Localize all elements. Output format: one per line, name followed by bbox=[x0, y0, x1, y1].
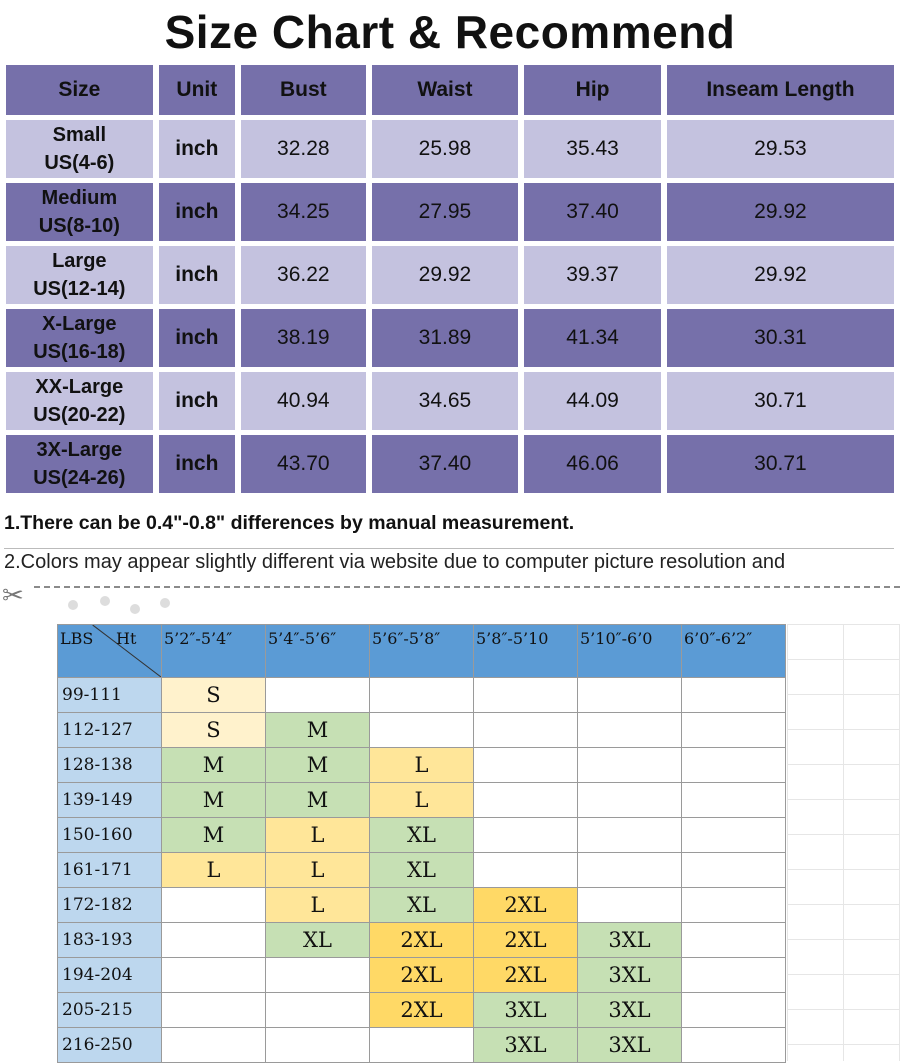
bust-cell: 43.70 bbox=[241, 435, 366, 493]
size-cell bbox=[6, 120, 153, 178]
recommended-size-cell: M bbox=[162, 818, 266, 853]
hip-cell: 41.34 bbox=[524, 309, 661, 367]
recommended-size-cell: 3XL bbox=[578, 923, 682, 958]
unit-cell: inch bbox=[159, 120, 235, 178]
height-header-row bbox=[58, 625, 786, 678]
recommended-size-cell: 2XL bbox=[474, 923, 578, 958]
recommended-size-cell bbox=[578, 678, 682, 713]
weight-row bbox=[58, 713, 786, 748]
header-waist: Waist bbox=[372, 65, 519, 115]
weight-range-cell: 172-182 bbox=[58, 888, 162, 923]
recommended-size-cell: XL bbox=[370, 818, 474, 853]
recommended-size-cell: 2XL bbox=[370, 923, 474, 958]
bust-cell: 36.22 bbox=[241, 246, 366, 304]
recommended-size-cell: M bbox=[266, 748, 370, 783]
recommended-size-cell bbox=[266, 1028, 370, 1063]
hip-cell: 46.06 bbox=[524, 435, 661, 493]
weight-row bbox=[58, 678, 786, 713]
size-cell bbox=[6, 309, 153, 367]
recommended-size-cell bbox=[578, 818, 682, 853]
size-chart-table bbox=[0, 60, 900, 498]
recommended-size-cell: S bbox=[162, 678, 266, 713]
weight-height-table bbox=[57, 624, 786, 1063]
page-title: Size Chart & Recommend bbox=[164, 6, 736, 58]
recommended-size-cell bbox=[370, 713, 474, 748]
weight-range-cell: 216-250 bbox=[58, 1028, 162, 1063]
scissors-icon: ✂ bbox=[2, 580, 24, 610]
bust-cell: 40.94 bbox=[241, 372, 366, 430]
recommended-size-cell bbox=[682, 853, 786, 888]
weight-row bbox=[58, 783, 786, 818]
weight-range-cell: 183-193 bbox=[58, 923, 162, 958]
weight-row bbox=[58, 993, 786, 1028]
recommended-size-cell: 3XL bbox=[578, 1028, 682, 1063]
recommended-size-cell bbox=[682, 1028, 786, 1063]
recommended-size-cell: 2XL bbox=[474, 958, 578, 993]
recommended-size-cell bbox=[162, 888, 266, 923]
size-us: US(20-22) bbox=[33, 404, 126, 426]
size-chart-row bbox=[6, 246, 894, 304]
size-name: Medium bbox=[41, 187, 118, 209]
weight-range-cell: 150-160 bbox=[58, 818, 162, 853]
weight-range-cell: 194-204 bbox=[58, 958, 162, 993]
size-cell bbox=[6, 372, 153, 430]
recommended-size-cell bbox=[578, 713, 682, 748]
size-us: US(8-10) bbox=[38, 215, 120, 237]
unit-cell: inch bbox=[159, 183, 235, 241]
weight-range-cell: 99-111 bbox=[58, 678, 162, 713]
weight-row bbox=[58, 1028, 786, 1063]
recommended-size-cell: L bbox=[370, 748, 474, 783]
size-us: US(16-18) bbox=[33, 341, 126, 363]
recommended-size-cell: 2XL bbox=[370, 958, 474, 993]
height-header: 5’8″-5’10 bbox=[474, 625, 578, 678]
hip-cell: 37.40 bbox=[524, 183, 661, 241]
weight-range-cell: 128-138 bbox=[58, 748, 162, 783]
recommended-size-cell bbox=[682, 783, 786, 818]
recommended-size-cell bbox=[682, 993, 786, 1028]
recommended-size-cell bbox=[474, 783, 578, 818]
size-cell bbox=[6, 435, 153, 493]
header-hip: Hip bbox=[524, 65, 661, 115]
recommended-size-cell: M bbox=[162, 748, 266, 783]
inseam-cell: 29.92 bbox=[667, 246, 894, 304]
size-chart-row bbox=[6, 435, 894, 493]
unit-cell: inch bbox=[159, 309, 235, 367]
corner-ht-label: Ht bbox=[116, 629, 137, 648]
weight-row bbox=[58, 923, 786, 958]
recommended-size-cell: L bbox=[266, 818, 370, 853]
cut-line-divider bbox=[0, 580, 900, 620]
height-header: 5’6″-5’8″ bbox=[370, 625, 474, 678]
height-header: 5’2″-5’4″ bbox=[162, 625, 266, 678]
weight-row bbox=[58, 958, 786, 993]
recommended-size-cell: M bbox=[266, 783, 370, 818]
recommended-size-cell: 3XL bbox=[474, 1028, 578, 1063]
recommended-size-cell bbox=[266, 958, 370, 993]
recommended-size-cell: XL bbox=[370, 888, 474, 923]
waist-cell: 29.92 bbox=[372, 246, 519, 304]
waist-cell: 34.65 bbox=[372, 372, 519, 430]
size-name: 3X-Large bbox=[36, 439, 123, 461]
waist-cell: 25.98 bbox=[372, 120, 519, 178]
recommended-size-cell bbox=[162, 958, 266, 993]
recommended-size-cell: S bbox=[162, 713, 266, 748]
recommended-size-cell bbox=[578, 748, 682, 783]
recommended-size-cell bbox=[578, 783, 682, 818]
weight-range-cell: 205-215 bbox=[58, 993, 162, 1028]
size-name: Small bbox=[52, 124, 107, 146]
header-size: Size bbox=[6, 65, 153, 115]
header-inseam: Inseam Length bbox=[667, 65, 894, 115]
waist-cell: 27.95 bbox=[372, 183, 519, 241]
recommended-size-cell bbox=[162, 993, 266, 1028]
recommended-size-cell bbox=[682, 923, 786, 958]
inseam-cell: 30.71 bbox=[667, 435, 894, 493]
decorative-dots bbox=[60, 596, 200, 620]
inseam-cell: 29.53 bbox=[667, 120, 894, 178]
recommended-size-cell bbox=[682, 818, 786, 853]
size-us: US(12-14) bbox=[33, 278, 126, 300]
weight-range-cell: 161-171 bbox=[58, 853, 162, 888]
bust-cell: 34.25 bbox=[241, 183, 366, 241]
dashed-line bbox=[34, 586, 900, 588]
recommended-size-cell bbox=[162, 1028, 266, 1063]
recommended-size-cell bbox=[682, 678, 786, 713]
hip-cell: 35.43 bbox=[524, 120, 661, 178]
recommended-size-cell bbox=[370, 678, 474, 713]
corner-lbs-label: LBS bbox=[60, 629, 94, 648]
weight-row bbox=[58, 853, 786, 888]
note-measurement: 1.There can be 0.4"-0.8" differences by manual measurement. bbox=[4, 512, 575, 534]
recommended-size-cell bbox=[578, 853, 682, 888]
corner-cell bbox=[58, 625, 162, 678]
recommended-size-cell bbox=[578, 888, 682, 923]
size-cell bbox=[6, 246, 153, 304]
recommended-size-cell bbox=[474, 678, 578, 713]
bust-cell: 38.19 bbox=[241, 309, 366, 367]
recommended-size-cell bbox=[266, 678, 370, 713]
note-colors: 2.Colors may appear slightly different via website due to computer picture resolution and bbox=[4, 548, 894, 574]
recommended-size-cell bbox=[370, 1028, 474, 1063]
recommended-size-cell bbox=[474, 748, 578, 783]
height-header: 5’10″-6’0 bbox=[578, 625, 682, 678]
inseam-cell: 30.31 bbox=[667, 309, 894, 367]
unit-cell: inch bbox=[159, 246, 235, 304]
size-us: US(4-6) bbox=[44, 152, 115, 174]
recommended-size-cell bbox=[266, 993, 370, 1028]
weight-row bbox=[58, 748, 786, 783]
bust-cell: 32.28 bbox=[241, 120, 366, 178]
weight-range-cell: 139-149 bbox=[58, 783, 162, 818]
recommended-size-cell: 3XL bbox=[578, 958, 682, 993]
inseam-cell: 29.92 bbox=[667, 183, 894, 241]
recommended-size-cell bbox=[474, 853, 578, 888]
size-chart-row bbox=[6, 372, 894, 430]
size-name: Large bbox=[52, 250, 107, 272]
size-name: X-Large bbox=[42, 313, 117, 335]
waist-cell: 37.40 bbox=[372, 435, 519, 493]
size-cell bbox=[6, 183, 153, 241]
weight-row bbox=[58, 888, 786, 923]
size-chart-row bbox=[6, 183, 894, 241]
recommended-size-cell: XL bbox=[266, 923, 370, 958]
recommended-size-cell: M bbox=[162, 783, 266, 818]
header-unit: Unit bbox=[159, 65, 235, 115]
recommended-size-cell bbox=[682, 713, 786, 748]
size-chart-row bbox=[6, 309, 894, 367]
recommended-size-cell bbox=[162, 923, 266, 958]
unit-cell: inch bbox=[159, 435, 235, 493]
recommended-size-cell bbox=[682, 748, 786, 783]
recommended-size-cell: L bbox=[162, 853, 266, 888]
recommended-size-cell bbox=[682, 958, 786, 993]
height-header: 5’4″-5’6″ bbox=[266, 625, 370, 678]
hip-cell: 44.09 bbox=[524, 372, 661, 430]
recommended-size-cell: 3XL bbox=[578, 993, 682, 1028]
header-bust: Bust bbox=[241, 65, 366, 115]
recommended-size-cell: L bbox=[266, 888, 370, 923]
recommended-size-cell: XL bbox=[370, 853, 474, 888]
recommended-size-cell: 2XL bbox=[474, 888, 578, 923]
size-us: US(24-26) bbox=[33, 467, 126, 489]
recommended-size-cell: L bbox=[370, 783, 474, 818]
size-chart-row bbox=[6, 120, 894, 178]
recommended-size-cell: M bbox=[266, 713, 370, 748]
unit-cell: inch bbox=[159, 372, 235, 430]
recommended-size-cell: L bbox=[266, 853, 370, 888]
waist-cell: 31.89 bbox=[372, 309, 519, 367]
recommended-size-cell bbox=[474, 713, 578, 748]
weight-range-cell: 112-127 bbox=[58, 713, 162, 748]
recommended-size-cell bbox=[474, 818, 578, 853]
recommended-size-cell bbox=[682, 888, 786, 923]
inseam-cell: 30.71 bbox=[667, 372, 894, 430]
recommended-size-cell: 3XL bbox=[474, 993, 578, 1028]
size-name: XX-Large bbox=[35, 376, 124, 398]
recommended-size-cell: 2XL bbox=[370, 993, 474, 1028]
weight-row bbox=[58, 818, 786, 853]
size-chart-header-row bbox=[6, 65, 894, 115]
spreadsheet-gridlines bbox=[787, 624, 900, 1061]
height-header: 6’0″-6’2″ bbox=[682, 625, 786, 678]
hip-cell: 39.37 bbox=[524, 246, 661, 304]
